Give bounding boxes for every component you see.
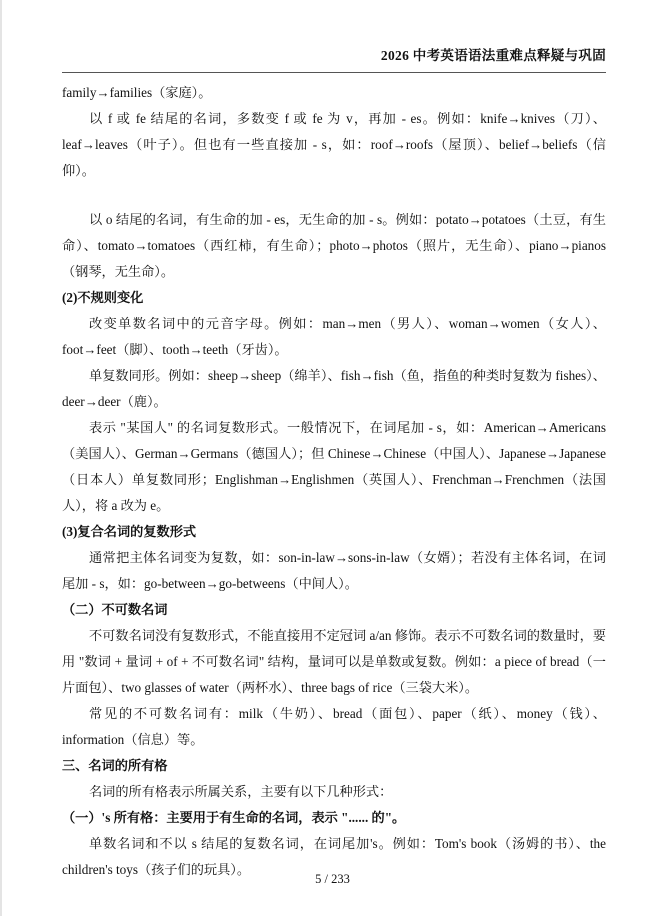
section-heading: (2)不规则变化 [62, 290, 144, 305]
section-heading: （一）'s 所有格：主要用于有生命的名词，表示 "...... 的"。 [62, 810, 406, 825]
paragraph: 改变单数名词中的元音字母。例如：man→men（男人）、woman→women（女人）、foot→feet（脚）、tooth→teeth（牙齿）。 [62, 316, 606, 357]
paragraph: 名词的所有格表示所属关系，主要有以下几种形式： [89, 784, 393, 799]
paragraph: 以 f 或 fe 结尾的名词，多数变 f 或 fe 为 v，再加 - es。例如：knife→knives（刀）、leaf→leaves（叶子）。但也有一些直接加 - s，如：roof→roofs（屋顶）、belief→beliefs（信仰）。 [62, 111, 606, 178]
paragraph: 表示 "某国人" 的名词复数形式。一般情况下，在词尾加 - s，如：American→Americans（美国人）、German→Germans（德国人）；但 Chinese→Chinese（中国人）、Japanese→Japanese（日本人）单复数同形；Englishman→Englishmen（英国人）、Frenchman→Frenchmen（法国人），将 a 改为 e。 [62, 420, 606, 513]
section-heading: (3)复合名词的复数形式 [62, 524, 197, 539]
paragraph: 单数名词和不以 s 结尾的复数名词，在词尾加's。例如：Tom's book（汤姆的书）、the children's toys（孩子们的玩具）。 [62, 836, 606, 877]
page-body [62, 80, 606, 883]
paragraph: 不可数名词没有复数形式，不能直接用不定冠词 a/an 修饰。表示不可数名词的数量时，要用 "数词 + 量词 + of + 不可数名词" 结构，量词可以是单数或复数。例如：a piece of bread（一片面包）、two glasses of water（两杯水）、three bags of rice（三袋大米）。 [62, 628, 606, 695]
section-heading: （二）不可数名词 [62, 602, 168, 617]
page-edge [0, 0, 2, 916]
section-heading: 三、名词的所有格 [62, 758, 168, 773]
header-divider [62, 72, 606, 73]
page-number: 5 / 233 [315, 872, 350, 886]
paragraph: family→families（家庭）。 [62, 85, 212, 100]
spacer [62, 184, 606, 207]
paragraph: 单复数同形。例如：sheep→sheep（绵羊）、fish→fish（鱼，指鱼的种类时复数为 fishes）、deer→deer（鹿）。 [62, 368, 606, 409]
paragraph: 通常把主体名词变为复数，如：son-in-law→sons-in-law（女婿）；若没有主体名词，在词尾加 - s，如：go-between→go-betweens（中间人）。 [62, 550, 606, 591]
running-header-title: 2026 中考英语语法重难点释疑与巩固 [380, 48, 606, 63]
paragraph: 以 o 结尾的名词，有生命的加 - es，无生命的加 - s。例如：potato→potatoes（土豆，有生命）、tomato→tomatoes（西红柿，有生命）；photo→photos（照片，无生命）、piano→pianos（钢琴，无生命）。 [62, 212, 606, 279]
paragraph: 常见的不可数名词有：milk（牛奶）、bread（面包）、paper（纸）、money（钱）、information（信息）等。 [62, 706, 606, 747]
